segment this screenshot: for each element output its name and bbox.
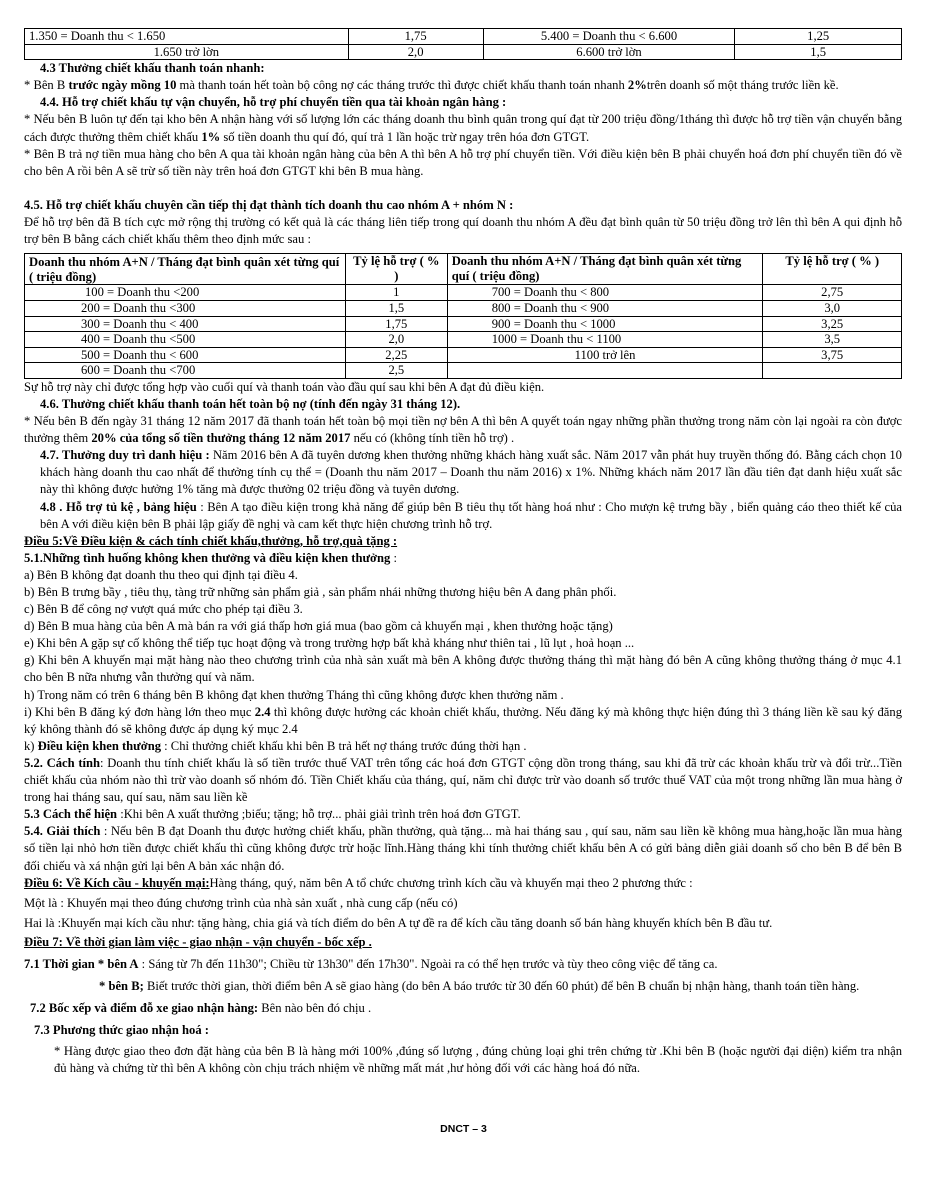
table-cell: 2,75 <box>763 285 902 301</box>
text-run-bold: * bên B; <box>99 979 144 994</box>
text-run: : Doanh thu tính chiết khấu là số tiền trước thuế VAT trên tổng các hoá đơn GTGT cộng dồn trong tháng, sau khi đã trừ các khoản khấu trừ và đổi trừ...Tiền chiết khấu của nhóm nào thì trừ vào doanh số nhóm đó. Tiền Chiết khấu của tháng, quí, năm chỉ được trừ vào doanh số trước thuế VAT của một trong những lần mua hàng ở trong hai tháng sau, quí sau, năm sau liền kề <box>24 755 902 805</box>
table-cell: 900 = Doanh thu < 1000 <box>447 316 763 332</box>
table-cell: 500 = Doanh thu < 600 <box>25 347 346 363</box>
table-cell: 1,75 <box>348 29 483 45</box>
text-run: : Chỉ thưởng chiết khấu khi bên B trả hết nợ tháng trước đúng thời hạn . <box>161 738 527 753</box>
table-row <box>25 316 902 332</box>
column-header: Doanh thu nhóm A+N / Tháng đạt bình quân xét từng quí ( triệu đồng) <box>25 254 346 285</box>
table-cell: 200 = Doanh thu <300 <box>25 300 346 316</box>
text-run: thì không được hưởng các khoản chiết khấu, thưởng. Nếu đăng ký mà không thực hiện đúng thì 3 tháng liền kề sau ký đăng ký không thành đó sẽ không được áp dụng ký mục 2.4 <box>24 704 902 736</box>
text-run: Hàng tháng, quý, năm bên A tổ chức chương trình kích cầu và khuyến mại theo 2 phương thức : <box>209 875 693 890</box>
table-cell: 1 <box>345 285 447 301</box>
table-cell: 300 = Doanh thu < 400 <box>25 316 346 332</box>
table-row <box>25 332 902 348</box>
text-run: nếu có (không tính tiền hỗ trợ) . <box>350 431 515 446</box>
table-cell <box>447 363 763 379</box>
section-7-2-paragraph <box>24 1000 902 1017</box>
text-run: Bên nào bên đó chịu . <box>258 1001 372 1016</box>
text-run: :Khi bên A xuất thưởng ;biếu; tặng; hỗ trợ... phải giải trình trên hoá đơn GTGT. <box>117 807 521 822</box>
article-6-heading: Điều 6: Về Kích cầu - khuyến mại: <box>24 875 210 890</box>
table-cell: 3,5 <box>763 332 902 348</box>
table-cell: 2,0 <box>345 332 447 348</box>
table-cell: 1000 = Doanh thu < 1100 <box>447 332 763 348</box>
text-run: i) Khi bên B đăng ký đơn hàng lớn theo mục <box>24 704 255 719</box>
section-heading-5-1: 5.1.Những tình huống không khen thưởng và điều kiện khen thưởng <box>24 550 391 565</box>
section-5-1-heading-line <box>24 550 902 567</box>
group-an-support-table <box>24 253 902 379</box>
table-cell: 1,5 <box>345 300 447 316</box>
table-cell: 3,25 <box>763 316 902 332</box>
text-run-bold: 2.4 <box>254 704 271 719</box>
section-5-4-paragraph <box>24 823 902 874</box>
article-6-paragraph <box>24 875 902 892</box>
section-4-7-paragraph <box>24 447 902 498</box>
table-cell: 1,75 <box>345 316 447 332</box>
bonus-rate-table-top <box>24 28 902 60</box>
list-item: c) Bên B để công nợ vượt quá mức cho phép tại điều 3. <box>24 602 303 617</box>
list-item: b) Bên B trưng bầy , tiêu thụ, tàng trữ những sản phẩm giả , sản phẩm nhái những thương hiệu bên A đang phân phối. <box>24 585 617 599</box>
section-4-8-paragraph <box>24 499 902 533</box>
section-heading-5-2: 5.2. Cách tính <box>24 755 101 770</box>
table-cell: 1,5 <box>735 44 902 60</box>
text-run: trên doanh số một tháng trước liền kề. <box>646 78 839 93</box>
table-row <box>25 44 902 60</box>
spacer <box>24 180 902 197</box>
section-heading-7-3: 7.3 Phương thức giao nhận hoá : <box>34 1023 209 1038</box>
table-cell: 1.650 trở lờn <box>25 44 349 60</box>
text-run-bold: 1% <box>201 129 221 144</box>
section-heading-4-6: 4.6. Thưởng chiết khấu thanh toán hết toàn bộ nợ (tính đến ngày 31 tháng 12). <box>40 396 461 411</box>
table-row <box>25 29 902 45</box>
text-run: : Sáng từ 7h đến 11h30"; Chiều từ 13h30" đến 17h30". Ngoài ra có thể hẹn trước và tùy theo công việc để tăng ca. <box>138 956 718 971</box>
table-cell: 1.350 = Doanh thu < 1.650 <box>25 29 349 45</box>
list-item: d) Bên B mua hàng của bên A mà bán ra với giá thấp hơn giá mua (bao gồm cả khuyến mại , khen thưởng hoặc tặng) <box>24 619 613 634</box>
list-item: Hai là :Khuyến mại kích cầu như: tặng hàng, chia giá và tích điểm do bên A tự đề ra để kích cầu tăng doanh số bán hàng khuyến khích bên B đầu tư. <box>24 915 773 930</box>
table-cell: 3,75 <box>763 347 902 363</box>
table-cell: 800 = Doanh thu < 900 <box>447 300 763 316</box>
section-heading-5-3: 5.3 Cách thể hiện <box>24 807 118 822</box>
list-item: Một là : Khuyến mại theo đúng chương trình của nhà sản xuất , nhà cung cấp (nếu có) <box>24 895 458 910</box>
article-7-heading: Điều 7: Về thời gian làm việc - giao nhận - vận chuyển - bốc xếp . <box>24 934 372 949</box>
section-heading-5-4: 5.4. Giải thích <box>24 824 101 839</box>
text-run: : <box>390 550 397 565</box>
section-heading-7-1: 7.1 Thời gian * bên A <box>24 956 139 971</box>
table-cell: 100 = Doanh thu <200 <box>25 285 346 301</box>
section-7-3-paragraph: * Hàng được giao theo đơn đặt hàng của bên B là hàng mới 100% ,đúng số lượng , đúng chủng loại ghi trên chứng từ .Khi bên B (hoặc người đại diện) kiểm tra nhận đủ hàng và chứng từ thì bên A không còn chịu trách nhiệm về những mất mát ,hư hỏng đối với các hàng hoá đó nữa. <box>54 1044 902 1076</box>
text-run: : Nếu bên B đạt Doanh thu được hưởng chiết khấu, phần thưởng, quà tặng... mà hai tháng sau , quí sau, năm sau liền kề không mua hàng,hoặc lần mua hàng số tiền lại nhỏ hơn tiền được chiết khấu thì cũng không được trừ hoặc lĩnh.Hàng tháng khi tính thưởng chiết khấu bên A có gửi bảng diễn giải doanh số cho bên B để bên B đối chiếu và xá nhận gửi lại bên A bản xác nhận đó. <box>24 824 902 873</box>
text-run-bold: trước ngày mồng 10 <box>68 78 177 93</box>
section-heading-4-5: 4.5. Hỗ trợ chiết khấu chuyên cần tiếp thị đạt thành tích doanh thu cao nhóm A + nhóm N : <box>24 197 514 212</box>
text-run: k) <box>24 738 38 753</box>
text-run: : Bên A tạo điều kiện trong khả năng để giúp bên B tiêu thụ tốt hàng hoá như : Cho mượn kệ trưng bầy , biển quảng cáo theo thiết kế của bên A với điều kiện bên B phải lập giấy đề nghị và cam kết thực hiện chương trình hỗ trợ. <box>40 499 902 531</box>
list-item: g) Khi bên A khuyến mại mặt hàng nào theo chương trình của nhà sản xuất mà bên A không được thưởng tháng thì mặt hàng đó bên A cũng không thưởng tháng ở mục 4.1 cho bên B nữa nhưng vẫn thưởng quí và năm. <box>24 653 902 685</box>
column-header: Tỷ lệ hỗ trợ ( % ) <box>345 254 447 285</box>
table-cell: 5.400 = Doanh thu < 6.600 <box>483 29 735 45</box>
table-row <box>25 285 902 301</box>
table-cell: 400 = Doanh thu <500 <box>25 332 346 348</box>
document-page <box>24 28 902 1078</box>
text-run-bold: 2% <box>627 78 647 93</box>
table-cell: 1,25 <box>735 29 902 45</box>
section-heading-4-7: 4.7. Thưởng duy trì danh hiệu : <box>40 448 210 463</box>
table-row <box>25 300 902 316</box>
section-7-1-paragraph <box>24 956 902 973</box>
section-heading-7-2: 7.2 Bốc xếp và điểm đỗ xe giao nhận hàng: <box>30 1001 259 1016</box>
section-5-3-paragraph <box>24 806 902 823</box>
text-run: mà thanh toán hết toàn bộ công nợ các tháng trước thì được chiết khấu thanh toán nhanh <box>176 78 628 93</box>
text-run-bold: 20% của tổng số tiền thưởng tháng 12 năm 2017 <box>91 431 351 446</box>
table-cell: 2,0 <box>348 44 483 60</box>
text-run: * Nếu bên B luôn tự đến tại kho bên A nhận hàng với số lượng lớn các tháng doanh thu bình quân trong quí đạt từ 200 triệu đồng/1tháng thì được hỗ trợ tiền vận chuyển bằng cách được thưởng thêm chiết khấu <box>24 112 902 144</box>
table-row <box>25 363 902 379</box>
table-cell: 700 = Doanh thu < 800 <box>447 285 763 301</box>
text-run: * Bên B <box>24 78 69 93</box>
list-item <box>24 738 902 755</box>
table-cell: 3,0 <box>763 300 902 316</box>
list-item: h) Trong năm có trên 6 tháng bên B không đạt khen thưởng Tháng thì cũng không được khen thưởng năm . <box>24 687 564 702</box>
list-item: e) Khi bên A gặp sự cố không thể tiếp tục hoạt động và trong trường hợp bất khả kháng như thiên tai , lũ lụt , hoả hoạn ... <box>24 636 635 651</box>
table-cell <box>763 363 902 379</box>
article-5-heading: Điều 5:Về Điều kiện & cách tính chiết khấu,thưởng, hỗ trợ,quà tặng : <box>24 533 398 548</box>
section-4-4-paragraph-2: * Bên B trả nợ tiền mua hàng cho bên A qua tài khoản ngân hàng của bên A thì bên A hỗ trợ phí chuyển tiền. Với điều kiện bên B phải chuyển hoá đơn phí chuyển tiền đó về cho bên A rồi bên A sẽ trừ số tiền này trên hoá đơn GTGT khi bên B mua hàng. <box>24 146 902 178</box>
section-4-6-paragraph <box>24 413 902 447</box>
page-footer: DNCT – 3 <box>440 1123 487 1135</box>
text-run: số tiền doanh thu quí đó, quí trả 1 lần hoặc trừ ngay trên hóa đơn GTGT. <box>220 129 590 144</box>
section-5-2-paragraph <box>24 755 902 806</box>
section-heading-4-3: 4.3 Thưởng chiết khấu thanh toán nhanh: <box>40 61 265 76</box>
table-cell: 2,5 <box>345 363 447 379</box>
section-4-5-note: Sự hỗ trợ này chỉ được tổng hợp vào cuối quí và thanh toán vào đầu quí sau khi bên A đạt đủ điều kiện. <box>24 379 545 394</box>
section-heading-4-4: 4.4. Hỗ trợ chiết khấu tự vận chuyển, hỗ trợ phí chuyển tiền qua tài khoản ngân hàng : <box>40 95 507 110</box>
column-header: Tỷ lệ hỗ trợ ( % ) <box>763 254 902 285</box>
text-run-bold: Điều kiện khen thưởng <box>37 738 162 753</box>
section-heading-4-8: 4.8 . Hỗ trợ tủ kệ , bảng hiệu <box>40 499 197 514</box>
table-cell: 6.600 trở lờn <box>483 44 735 60</box>
section-4-4-paragraph-1 <box>24 111 902 145</box>
table-cell: 600 = Doanh thu <700 <box>25 363 346 379</box>
column-header: Doanh thu nhóm A+N / Tháng đạt bình quân xét từng quí ( triệu đồng) <box>447 254 763 285</box>
text-run: * Nếu bên B đến ngày 31 tháng 12 năm 2017 đã thanh toán hết toàn bộ mọi tiền nợ bên A thì bên A quyết toán ngay những phần thưởng trong năm còn lại ngoài ra còn được thưởng thêm <box>24 414 902 446</box>
section-7-1-party-b-paragraph <box>24 978 902 995</box>
section-4-3-paragraph <box>24 77 902 94</box>
table-header-row <box>25 254 902 285</box>
text-run: Năm 2016 bên A đã tuyên dương khen thưởng những khách hàng xuất sắc. Năm 2017 vẫn phát huy truyền thống đó. Bằng cách chọn 10 khách hàng doanh thu cao nhất để thưởng tính cụ thể = (Doanh thu năm 2017 – Doanh thu năm 2016) x 1%. Những khách năm 2017 lần đầu tiên đạt danh hiệu xuất sắc này thì không được hưởng 1% tăng mà được thưởng 02 triệu đồng và tuyên dương. <box>40 448 902 497</box>
table-cell: 1100 trở lên <box>447 347 763 363</box>
table-cell: 2,25 <box>345 347 447 363</box>
section-4-5-paragraph: Để hỗ trợ bên đã B tích cực mở rộng thị trường có kết quả là các tháng liên tiếp trong quí doanh thu nhóm A đều đạt bình quân từ 50 triệu đồng trở lên thì bên A qui định hỗ trợ bên B bằng cách chiết khấu thêm theo định mức sau : <box>24 214 902 247</box>
text-run: Biết trước thời gian, thời điểm bên A sẽ giao hàng (do bên A báo trước từ 30 đến 60 phút) để bên B chuẩn bị nhận hàng, thanh toán tiền hàng. <box>143 979 860 994</box>
list-item <box>24 704 902 738</box>
table-row <box>25 347 902 363</box>
list-item: a) Bên B không đạt doanh thu theo qui định tại điều 4. <box>24 567 298 582</box>
